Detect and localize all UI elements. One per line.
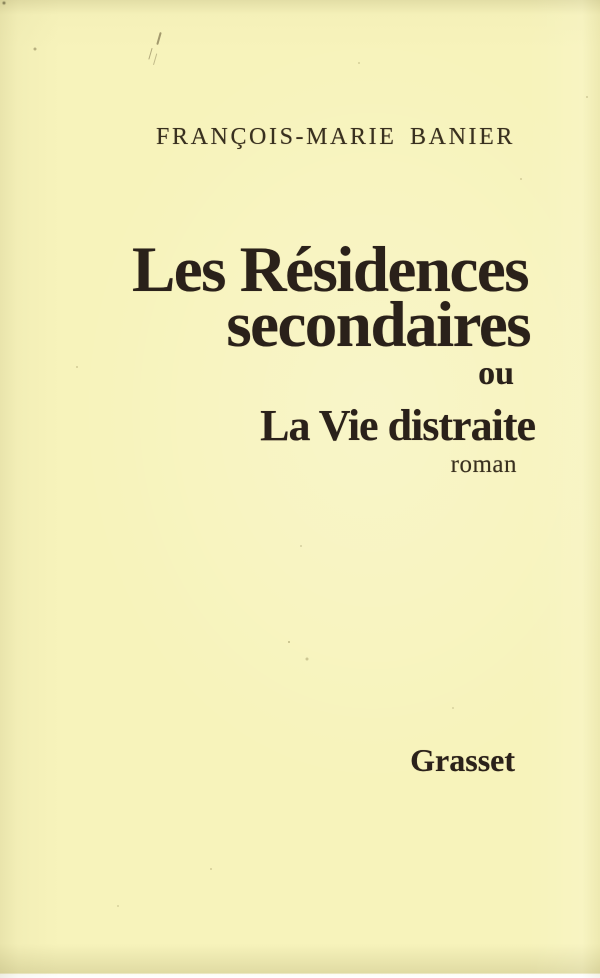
publisher-imprint: Grasset — [410, 742, 515, 778]
title-connector: ou — [478, 355, 514, 392]
ink-mark — [156, 32, 162, 45]
subtitle: La Vie distraite — [260, 401, 535, 450]
paper-specks — [0, 0, 2, 2]
genre-label: roman — [450, 451, 517, 478]
title-line-1: Les Résidences — [131, 234, 528, 306]
author-name: FRANÇOIS-MARIE BANIER — [156, 124, 515, 150]
title-line-2: secondaires — [226, 289, 530, 361]
